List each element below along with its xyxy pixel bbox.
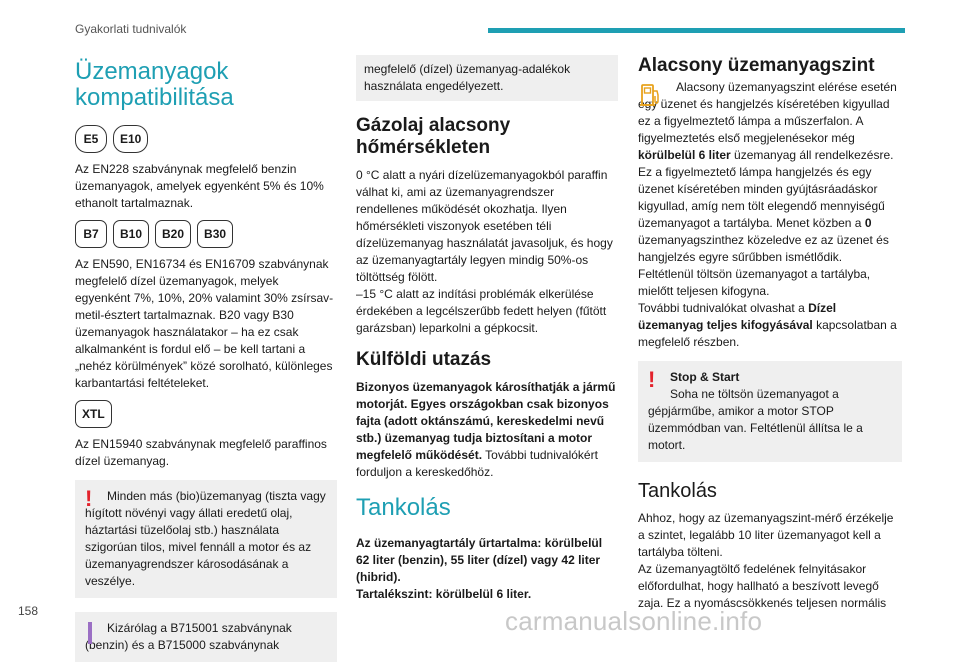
paragraph-foreign-travel (356, 379, 618, 481)
paragraph-reserve: Tartalékszint: körülbelül 6 liter. (356, 587, 532, 601)
badges-e (75, 125, 337, 153)
stop-start-title: Stop & Start (670, 370, 740, 384)
paragraph-minus15: –15 °C alatt az indítási problémák elkerülése érdekében a legcélszerűbb fedett helyen (fűtött garázsban) leparkolni a gépkocsit. (356, 287, 607, 335)
heading-foreign-travel: Külföldi utazás (356, 349, 492, 370)
lamp-text-bold: 0 (864, 216, 872, 230)
lamp-text-a: Ez a figyelmeztető lámpa hangjelzés és egy üzenet kíséretében minden gyújtásráadáskor kigyullad, amíg nem tölt elegendő mennyiségű üzemanyagot a tartályba. Menet közben a (638, 165, 885, 230)
badge-xtl: XTL (75, 400, 112, 428)
info-text: Kizárólag a B715001 szabványnak (benzin) és a B715000 szabványnak (85, 621, 292, 652)
warning-note (75, 480, 337, 598)
heading-low-fuel: Alacsony üzemanyagszint (638, 55, 875, 76)
low-fuel-block (638, 79, 902, 164)
column-3 (638, 55, 902, 612)
watermark: carmanualsonline.info (505, 606, 763, 636)
low-fuel-text-c: üzemanyag áll rendelkezésre. (730, 148, 894, 162)
diesel-empty-text-a: További tudnivalókat olvashat a (638, 301, 809, 315)
low-fuel-text-bold: körülbelül 6 liter (638, 148, 731, 162)
badge-e10: E10 (113, 125, 148, 153)
paragraph-pressure-noise: Az üzemanyagtöltő fedelének felnyitásakor előfordulhat, hogy hallható a beszívott levegő zaja. Ez a nyomáscsökkenés teljesen normális (638, 562, 887, 610)
badges-xtl (75, 400, 337, 428)
lamp-text-c: üzemanyagszinthez közeledve ez az üzenet és hangjelzés egyre sűrűbben ismétlődik. (638, 233, 889, 264)
heading-refuelling-2: Tankolás (638, 480, 717, 502)
paragraph-en590: Az EN590, EN16734 és EN16709 szabványnak megfelelő dízel üzemanyagok, melyek egyenként 7%, 10%, 20% valamint 30% zsírsav-metil-észtert tartalmaznak. B20 vagy B30 üzemanyagok használatakor – ha ez csak alkalmanként is fordul elő – be kell tartani a „nehéz körülmények” közé sorolható, különleges karbantartási feltételeket. (75, 257, 334, 390)
paragraph-low-fuel (638, 79, 902, 164)
stop-start-warning (638, 361, 902, 462)
info-icon (88, 622, 96, 644)
paragraph-paraffin: 0 °C alatt a nyári dízelüzemanyagokból paraffin válhat ki, ami az üzemanyagrendszer rendellenes működését okozhatja. Ilyen hőmérsékleti viszonyok esetében téli dízelüzemanyag használatát javasoljuk, és hogy az üzemanyagtartály legyen mindig 50%-os töltöttség fölött. (356, 168, 613, 284)
badge-b30: B30 (197, 220, 233, 248)
section-header: Gyakorlati tudnivalók (75, 22, 187, 36)
diesel-empty-text-bold: Dízel üzemanyag teljes kifogyásával (638, 301, 837, 332)
paragraph-en15940: Az EN15940 szabványnak megfelelő paraffinos dízel üzemanyag. (75, 437, 327, 468)
badge-b20: B20 (155, 220, 191, 248)
badge-e5: E5 (75, 125, 107, 153)
foreign-travel-bold: Bizonyos üzemanyagok károsíthatják a jármű motorját. Egyes országokban csak bizonyos fajta (adott oktánszámú, kereskedelmi nevű stb.) üzemanyag tudja biztosítani a motor megfelelő működését. (356, 380, 616, 462)
paragraph-en228: Az EN228 szabványnak megfelelő benzin üzemanyagok, amelyek egyenként 5% és 10% ethanolt tartalmaznak. (75, 162, 324, 210)
diesel-empty-text-c: kapcsolatban a megfelelő részben. (638, 318, 897, 349)
paragraph-min-10-litres: Ahhoz, hogy az üzemanyagszint-mérő érzékelje a szintet, legalább 10 liter üzemanyagot kell a tartályba tölteni. (638, 511, 894, 559)
paragraph-diesel-empty (638, 300, 902, 351)
badges-b (75, 220, 337, 248)
paragraph-tank-capacity: Az üzemanyagtartály űrtartalma: körülbelül 62 liter (benzin), 55 liter (dízel) vagy 42 liter (hibrid). (356, 536, 603, 584)
low-fuel-text-a: Alacsony üzemanyagszint elérése esetén egy üzenet és hangjelzés kíséretében kigyullad ez a figyelmeztető lámpa a műszerfalon. A figyelmeztetés első megjelenésekor még (638, 80, 897, 145)
page-number: 158 (18, 604, 39, 618)
info-text-continued: megfelelő (dízel) üzemanyag-adalékok használata engedélyezett. (364, 62, 571, 93)
foreign-travel-rest: További tudnivalókért forduljon a kereskedőhöz. (356, 448, 598, 479)
heading-refuelling: Tankolás (356, 494, 451, 521)
warning-exclamation-icon: ! (648, 367, 656, 392)
stop-start-text: Soha ne töltsön üzemanyagot a gépjárműbe, amikor a motor STOP üzemmódban van. Feltétlenül állítsa le a motort. (648, 387, 863, 452)
info-note-continued (356, 55, 618, 101)
warning-exclamation-icon: ! (85, 486, 93, 511)
paragraph-refuel-before-empty: Feltétlenül töltsön üzemanyagot a tartályba, mielőtt teljesen kifogyna. (638, 267, 871, 298)
paragraph-lamp-ignition (638, 164, 902, 266)
header-accent-bar (488, 28, 905, 33)
heading-diesel-low-temp: Gázolaj alacsony hőmérsékleten (356, 115, 511, 158)
badge-b7: B7 (75, 220, 107, 248)
fuel-pump-icon (640, 81, 662, 107)
title-fuel-compatibility: Üzemanyagok kompatibilitása (75, 58, 234, 111)
badge-b10: B10 (113, 220, 149, 248)
column-2 (356, 55, 618, 609)
warning-text: Minden más (bio)üzemanyag (tiszta vagy hígított növényi vagy állati eredetű olaj, háztartási tüzelőolaj stb.) használata szigorúan tilos, mivel fennáll a motor és az üzemanyagrendszer károsodásának a veszélye. (85, 489, 326, 588)
column-1 (75, 55, 337, 662)
info-note (75, 612, 337, 662)
